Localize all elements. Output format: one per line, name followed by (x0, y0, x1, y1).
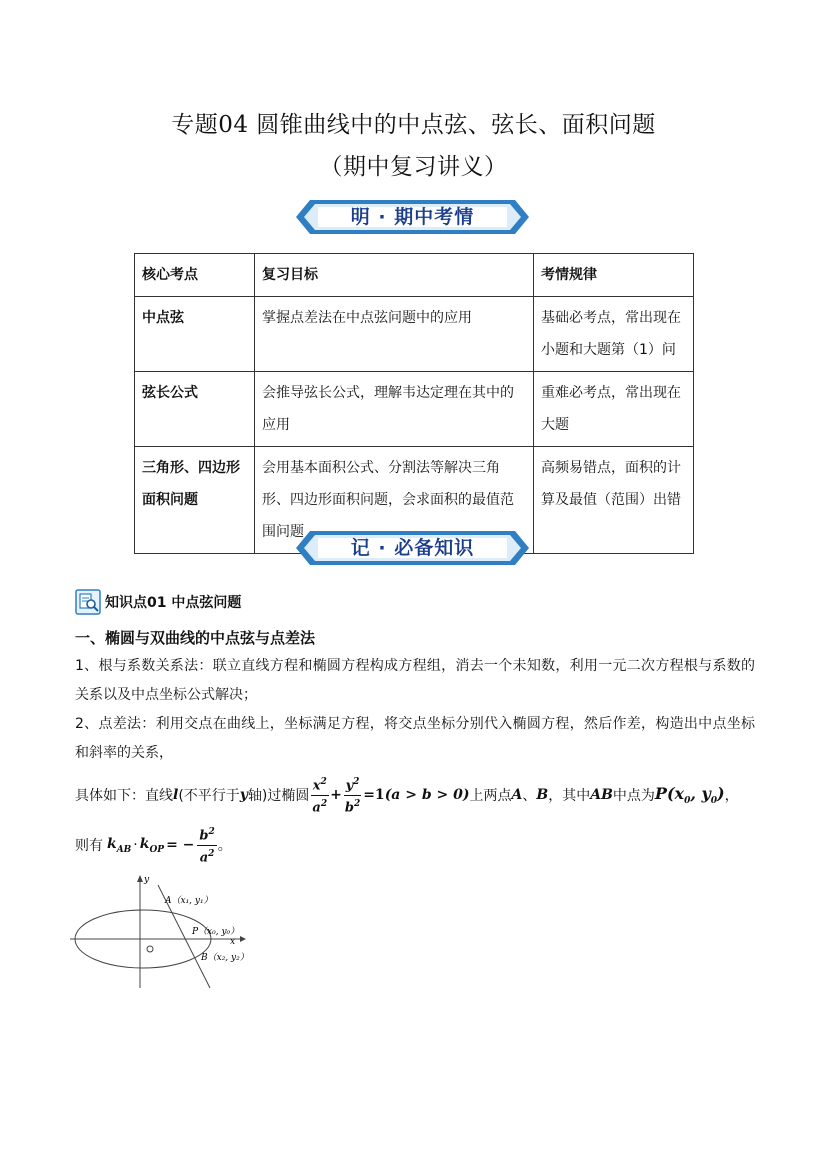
table-cell: 会推导弦长公式，理解韦达定理在其中的应用 (255, 372, 534, 447)
math-statement: 具体如下：直线 l (不平行于 y 轴)过椭圆 $\frac{x^2}{a^2}$ + $\frac{y^2}{b^2}$ =1 (a > b > 0) 上两点 A 、 B ，其中 AB 中点为 $P(x_0$, $y_0$) ， (75, 775, 775, 815)
math-equals: =1 (363, 787, 385, 803)
fraction-b2-a2: $\frac{b^2}{a^2}$ (197, 824, 216, 866)
section-heading: 一、椭圆与双曲线的中点弦与点差法 (75, 629, 316, 647)
point-A-label: A（x₁, y₁） (165, 896, 213, 906)
math-var-l: l (173, 787, 179, 803)
paragraph-2: 2、点差法：利用交点在曲线上，坐标满足方程，将交点坐标分别代入椭圆方程，然后作差，构造出中点坐标和斜率的关系， (75, 716, 755, 761)
math-text: 则有 (75, 838, 103, 854)
math-text: 轴)过椭圆 (247, 788, 310, 804)
fraction-y2-b2: $\frac{y^2}{b^2}$ (343, 774, 362, 816)
math-text: 。 (217, 838, 232, 854)
magnifier-book-icon (75, 589, 101, 615)
table-cell: 高频易错点，面积的计算及最值（范围）出错 (534, 447, 694, 554)
math-result: 则有 $k_{AB}$ · $k_{OP}$ = − $\frac{b^2}{a^2}$ 。 (75, 825, 232, 865)
table-header: 核心考点 (135, 254, 255, 297)
point-P-label: P（x₀, y₀） (192, 927, 240, 937)
slope-kOP: $k_{OP}$ (139, 835, 165, 855)
knowledge-point-label: 知识点01 中点弦问题 (105, 595, 242, 611)
math-text: 、 (522, 788, 537, 804)
math-text: 具体如下：直线 (75, 788, 173, 804)
x-axis-label: x (230, 937, 236, 947)
table-cell: 弦长公式 (135, 372, 255, 447)
math-var-AB: AB (590, 787, 613, 803)
math-text: ，其中 (548, 788, 591, 804)
exam-banner-label: 明 · 期中考情 (350, 206, 475, 228)
table-cell: 三角形、四边形面积问题 (135, 447, 255, 554)
math-text: 中点为 (612, 788, 655, 804)
math-text: 上两点 (469, 788, 512, 804)
point-B-label: B（x₂, y₂） (201, 953, 249, 963)
math-var-A: A (511, 787, 523, 803)
knowledge-banner-label: 记 · 必备知识 (350, 537, 475, 559)
ellipse-chord-diagram (70, 870, 270, 990)
table-cell: 基础必考点，常出现在小题和大题第（1）问 (534, 297, 694, 372)
table-cell: 会用基本面积公式、分割法等解决三角形、四边形面积问题，会求面积的最值范围问题 (255, 447, 534, 554)
page-title: 专题04 圆锥曲线中的中点弦、弦长、面积问题 (171, 112, 656, 138)
exam-banner (296, 196, 529, 238)
table-header: 复习目标 (255, 254, 534, 297)
origin-marker (147, 946, 153, 952)
table-cell: 中点弦 (135, 297, 255, 372)
table-cell: 重难必考点，常出现在大题 (534, 372, 694, 447)
math-point-P: $P(x_0$, $y_0$) (654, 783, 725, 807)
math-equals: = − (166, 837, 195, 853)
table-row (135, 372, 694, 447)
table-cell: 掌握点差法在中点弦问题中的应用 (255, 297, 534, 372)
math-var-B: B (536, 787, 549, 803)
table-header-row (135, 254, 694, 297)
fraction-x2-a2: $\frac{x^2}{a^2}$ (310, 774, 329, 816)
math-text: ， (724, 788, 739, 804)
table-row (135, 297, 694, 372)
math-var-y: y (239, 787, 248, 803)
math-condition: (a > b > 0) (384, 787, 470, 803)
math-text: (不平行于 (178, 788, 240, 804)
knowledge-point-heading (75, 589, 241, 615)
paragraph-1: 1、根与系数关系法：联立直线方程和椭圆方程构成方程组，消去一个未知数，利用一元二次方程根与系数的关系以及中点坐标公式解决； (75, 658, 755, 703)
y-axis-label: y (144, 875, 150, 885)
page-subtitle: （期中复习讲义） (319, 154, 508, 180)
slope-kAB: $k_{AB}$ (107, 835, 132, 855)
exam-table (134, 253, 694, 554)
knowledge-banner (296, 527, 529, 569)
table-header: 考情规律 (534, 254, 694, 297)
